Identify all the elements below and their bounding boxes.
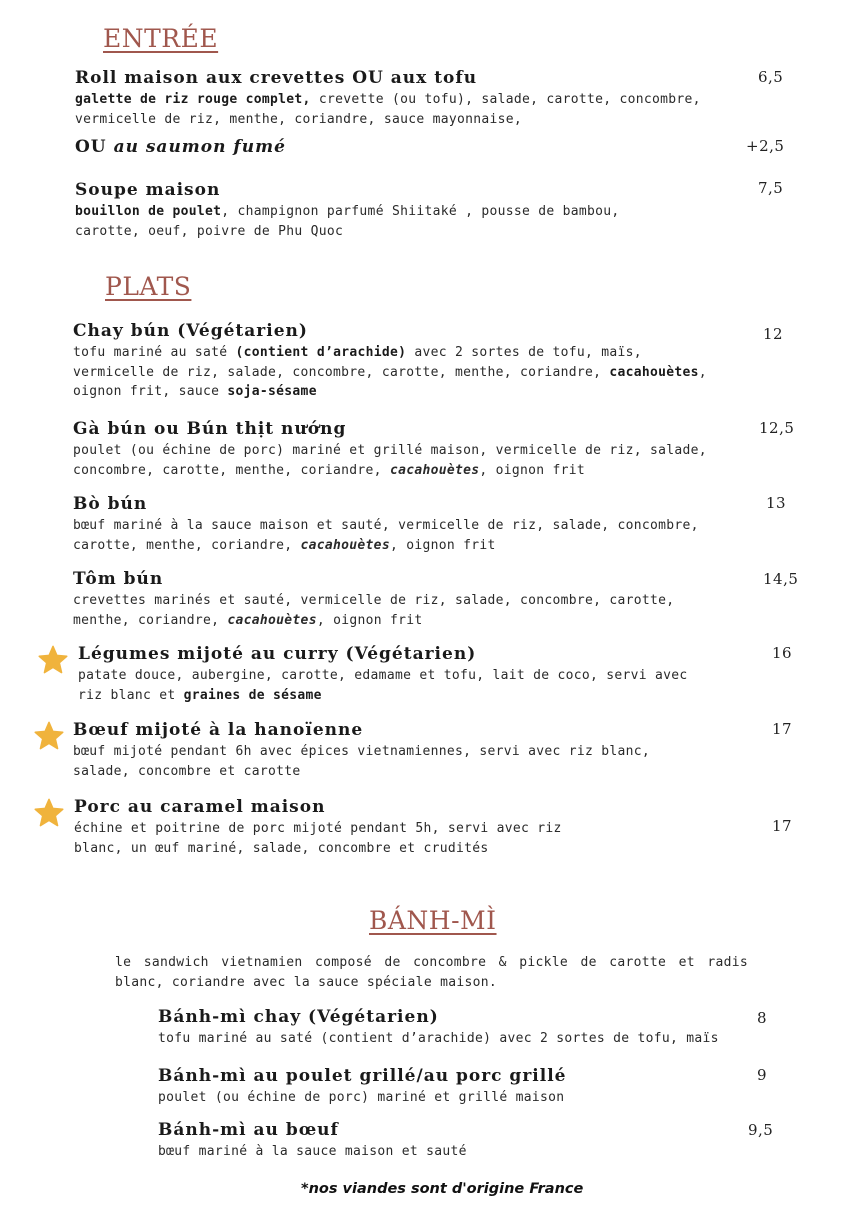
item-description: blanc, un œuf mariné, salade, concombre et crudités [74, 840, 489, 856]
item-name: Bánh-mì au bœuf [158, 1120, 339, 1140]
menu-item-soupe [75, 180, 620, 241]
origin-footnote: *nos viandes sont d'origine France [301, 1181, 584, 1197]
item-price: 14,5 [763, 570, 799, 588]
menu-item-boeuf-hanoienne [73, 720, 650, 781]
menu-item-tom-bun [73, 569, 674, 630]
item-name: Tôm bún [73, 569, 164, 589]
item-description: bœuf mariné à la sauce maison et sauté [158, 1144, 467, 1159]
item-price: 13 [766, 494, 787, 512]
item-price: 9 [757, 1066, 768, 1084]
item-price: 12 [763, 325, 784, 343]
item-price: 9,5 [748, 1121, 774, 1139]
item-description: vermicelle de riz, menthe, coriandre, sauce mayonnaise, [75, 111, 522, 127]
menu-item-bo-bun [73, 494, 699, 555]
menu-item-chay-bun [73, 321, 707, 402]
item-name: Gà bún ou Bún thịt nướng [73, 419, 347, 439]
item-description: tofu mariné au saté (contient d’arachide) avec 2 sortes de tofu, maïs, [73, 345, 642, 360]
item-price: +2,5 [746, 137, 785, 155]
item-description: galette de riz rouge complet, crevette (ou tofu), salade, carotte, concombre, [75, 92, 701, 107]
item-description: bœuf mijoté pendant 6h avec épices vietnamiennes, servi avec riz blanc, [73, 744, 650, 759]
menu-item-banhmi-chay [158, 1007, 719, 1049]
banhmi-intro: le sandwich vietnamien composé de concombre & pickle de carotte et radis blanc, coriandre avec la sauce spéciale maison. [115, 955, 748, 990]
star-icon [37, 644, 69, 676]
item-description: oignon frit, sauce soja-sésame [73, 384, 317, 399]
item-name-variant: au saumon fumé [113, 137, 286, 157]
item-name: Bánh-mì au poulet grillé/au porc grillé [158, 1066, 567, 1086]
item-description: vermicelle de riz, salade, concombre, carotte, menthe, coriandre, cacahouètes, [73, 364, 707, 380]
item-description: salade, concombre et carotte [73, 763, 301, 779]
item-price: 17 [772, 817, 793, 835]
item-price: 7,5 [758, 179, 784, 197]
section-title-banhmi: BÁNH-MÌ [369, 906, 497, 935]
item-price: 17 [772, 720, 793, 738]
item-price: 6,5 [758, 68, 784, 86]
star-icon [33, 797, 65, 829]
item-price: 8 [757, 1009, 768, 1027]
item-description: bouillon de poulet, champignon parfumé Shiitaké , pousse de bambou, [75, 204, 620, 219]
menu-item-roll [75, 68, 701, 129]
item-description: échine et poitrine de porc mijoté pendant 5h, servi avec riz [74, 821, 562, 836]
item-description: crevettes marinés et sauté, vermicelle de riz, salade, concombre, carotte, [73, 593, 675, 608]
item-description: carotte, menthe, coriandre, cacahouètes, oignon frit [73, 537, 496, 553]
menu-item-banhmi-boeuf [158, 1120, 467, 1162]
item-name: Soupe maison [75, 180, 221, 200]
item-description: menthe, coriandre, cacahouètes, oignon frit [73, 612, 423, 628]
section-title-entree: ENTRÉE [103, 24, 219, 53]
menu-item-banhmi-poulet [158, 1066, 566, 1108]
item-description: bœuf mariné à la sauce maison et sauté, vermicelle de riz, salade, concombre, [73, 518, 699, 533]
item-name: Légumes mijoté au curry (Végétarien) [78, 644, 477, 664]
item-description: tofu mariné au saté (contient d’arachide) avec 2 sortes de tofu, maïs [158, 1031, 719, 1046]
item-name: Porc au caramel maison [74, 797, 326, 817]
menu-item-legumes-curry [78, 644, 688, 705]
menu-item-ga-bun [73, 419, 707, 480]
item-name: Bò bún [73, 494, 148, 514]
item-name: Bánh-mì chay (Végétarien) [158, 1007, 439, 1027]
menu-item-saumon-option [75, 137, 286, 158]
item-price: 16 [772, 644, 793, 662]
item-name: Roll maison aux crevettes OU aux tofu [75, 68, 478, 88]
item-description: poulet (ou échine de porc) mariné et grillé maison, vermicelle de riz, salade, [73, 443, 707, 458]
menu-item-porc-caramel [74, 797, 562, 858]
item-name: Chay bún (Végétarien) [73, 321, 308, 341]
item-name: Bœuf mijoté à la hanoïenne [73, 720, 364, 740]
item-description: patate douce, aubergine, carotte, edamame et tofu, lait de coco, servi avec [78, 668, 688, 683]
item-description: carotte, oeuf, poivre de Phu Quoc [75, 223, 344, 239]
star-icon [33, 720, 65, 752]
section-title-plats: PLATS [105, 272, 192, 301]
item-price: 12,5 [759, 419, 795, 437]
item-description: riz blanc et graines de sésame [78, 687, 322, 703]
item-name-prefix: OU [75, 137, 107, 157]
item-description: concombre, carotte, menthe, coriandre, cacahouètes, oignon frit [73, 462, 586, 478]
item-description: poulet (ou échine de porc) mariné et grillé maison [158, 1090, 565, 1105]
